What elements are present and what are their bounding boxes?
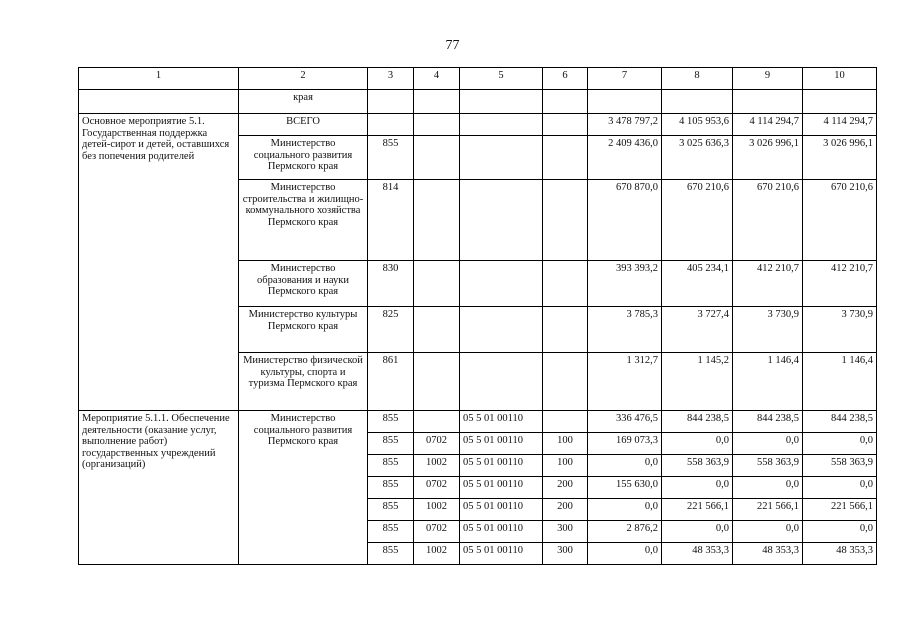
code-cell: 05 5 01 00110 (460, 477, 543, 499)
column-header: 2 (239, 68, 368, 90)
amount-cell: 221 566,1 (662, 499, 733, 521)
amount-cell: 0,0 (803, 433, 877, 455)
amount-cell: 670 210,6 (733, 180, 803, 261)
activity-description: Основное мероприятие 5.1. Государственная поддержка детей-сирот и детей, оставшихся без попечения родителей (79, 114, 239, 411)
amount-cell: 0,0 (662, 521, 733, 543)
code-cell: 05 5 01 00110 (460, 543, 543, 565)
data-cell (543, 180, 588, 261)
amount-cell: 3 025 636,3 (662, 136, 733, 180)
column-header: 7 (588, 68, 662, 90)
data-cell (543, 261, 588, 307)
code-cell: 0702 (414, 477, 460, 499)
data-cell (414, 114, 460, 136)
amount-cell: 670 210,6 (803, 180, 877, 261)
amount-cell: 2 876,2 (588, 521, 662, 543)
amount-cell: 3 727,4 (662, 307, 733, 353)
column-header: 9 (733, 68, 803, 90)
amount-cell: 558 363,9 (803, 455, 877, 477)
table-row (79, 90, 877, 114)
code-cell: 300 (543, 543, 588, 565)
code-cell: 200 (543, 499, 588, 521)
code-cell: 855 (368, 411, 414, 433)
org-cell: Министерство социального развития Пермского края (239, 411, 368, 565)
amount-cell: 48 353,3 (662, 543, 733, 565)
amount-cell: 0,0 (733, 477, 803, 499)
code-cell: 300 (543, 521, 588, 543)
column-header: 8 (662, 68, 733, 90)
org-cell: ВСЕГО (239, 114, 368, 136)
amount-cell: 844 238,5 (662, 411, 733, 433)
amount-cell: 670 870,0 (588, 180, 662, 261)
code-cell: 1002 (414, 543, 460, 565)
amount-cell: 0,0 (733, 521, 803, 543)
data-cell (733, 90, 803, 114)
amount-cell: 558 363,9 (662, 455, 733, 477)
budget-table (78, 67, 877, 565)
code-cell: 05 5 01 00110 (460, 433, 543, 455)
page-number: 77 (445, 38, 460, 53)
data-cell (368, 114, 414, 136)
code-cell: 814 (368, 180, 414, 261)
code-cell: 100 (543, 455, 588, 477)
data-cell (543, 136, 588, 180)
amount-cell: 221 566,1 (803, 499, 877, 521)
table-row (79, 411, 877, 433)
data-cell (460, 353, 543, 411)
code-cell (414, 411, 460, 433)
data-cell (414, 90, 460, 114)
data-cell (460, 90, 543, 114)
amount-cell: 670 210,6 (662, 180, 733, 261)
amount-cell: 0,0 (803, 477, 877, 499)
amount-cell: 0,0 (803, 521, 877, 543)
column-header: 6 (543, 68, 588, 90)
amount-cell: 3 026 996,1 (803, 136, 877, 180)
code-cell (543, 411, 588, 433)
data-cell (414, 353, 460, 411)
amount-cell: 393 393,2 (588, 261, 662, 307)
amount-cell: 844 238,5 (733, 411, 803, 433)
code-cell: 830 (368, 261, 414, 307)
org-cell: Министерство образования и науки Пермского края (239, 261, 368, 307)
code-cell: 825 (368, 307, 414, 353)
amount-cell: 405 234,1 (662, 261, 733, 307)
code-cell: 855 (368, 543, 414, 565)
code-cell: 861 (368, 353, 414, 411)
data-cell (414, 261, 460, 307)
data-cell (460, 180, 543, 261)
code-cell: 855 (368, 136, 414, 180)
data-cell (414, 180, 460, 261)
data-cell (460, 136, 543, 180)
amount-cell: 1 146,4 (803, 353, 877, 411)
amount-cell: 3 785,3 (588, 307, 662, 353)
code-cell: 855 (368, 455, 414, 477)
code-cell: 855 (368, 477, 414, 499)
data-cell (543, 90, 588, 114)
column-header: 10 (803, 68, 877, 90)
amount-cell: 155 630,0 (588, 477, 662, 499)
code-cell: 05 5 01 00110 (460, 411, 543, 433)
activity-description: Мероприятие 5.1.1. Обеспечение деятельности (оказание услуг, выполнение работ) государственных учреждений (организаций) (79, 411, 239, 565)
org-cell: Министерство социального развития Пермского края (239, 136, 368, 180)
amount-cell: 336 476,5 (588, 411, 662, 433)
column-header: 3 (368, 68, 414, 90)
org-cell: края (239, 90, 368, 114)
amount-cell: 3 730,9 (733, 307, 803, 353)
amount-cell: 4 105 953,6 (662, 114, 733, 136)
amount-cell: 0,0 (588, 499, 662, 521)
amount-cell: 0,0 (733, 433, 803, 455)
code-cell: 1002 (414, 499, 460, 521)
code-cell: 100 (543, 433, 588, 455)
column-header-row (79, 68, 877, 90)
code-cell: 0702 (414, 433, 460, 455)
data-cell (368, 90, 414, 114)
data-cell (803, 90, 877, 114)
amount-cell: 412 210,7 (733, 261, 803, 307)
description-cell (79, 90, 239, 114)
data-cell (460, 114, 543, 136)
org-cell: Министерство физической культуры, спорта и туризма Пермского края (239, 353, 368, 411)
amount-cell: 48 353,3 (803, 543, 877, 565)
data-cell (543, 307, 588, 353)
amount-cell: 3 026 996,1 (733, 136, 803, 180)
code-cell: 0702 (414, 521, 460, 543)
data-cell (543, 114, 588, 136)
amount-cell: 412 210,7 (803, 261, 877, 307)
data-cell (414, 307, 460, 353)
code-cell: 1002 (414, 455, 460, 477)
amount-cell: 0,0 (588, 543, 662, 565)
amount-cell: 558 363,9 (733, 455, 803, 477)
amount-cell: 3 730,9 (803, 307, 877, 353)
amount-cell: 2 409 436,0 (588, 136, 662, 180)
amount-cell: 4 114 294,7 (803, 114, 877, 136)
amount-cell: 4 114 294,7 (733, 114, 803, 136)
org-cell: Министерство строительства и жилищно-коммунального хозяйства Пермского края (239, 180, 368, 261)
data-cell (414, 136, 460, 180)
amount-cell: 48 353,3 (733, 543, 803, 565)
column-header: 5 (460, 68, 543, 90)
amount-cell: 3 478 797,2 (588, 114, 662, 136)
org-cell: Министерство культуры Пермского края (239, 307, 368, 353)
amount-cell: 1 146,4 (733, 353, 803, 411)
amount-cell: 169 073,3 (588, 433, 662, 455)
amount-cell: 221 566,1 (733, 499, 803, 521)
amount-cell: 1 312,7 (588, 353, 662, 411)
amount-cell: 844 238,5 (803, 411, 877, 433)
amount-cell: 0,0 (588, 455, 662, 477)
code-cell: 855 (368, 499, 414, 521)
code-cell: 855 (368, 521, 414, 543)
column-header: 1 (79, 68, 239, 90)
data-cell (588, 90, 662, 114)
amount-cell: 0,0 (662, 477, 733, 499)
data-cell (460, 261, 543, 307)
amount-cell: 0,0 (662, 433, 733, 455)
data-cell (662, 90, 733, 114)
amount-cell: 1 145,2 (662, 353, 733, 411)
column-header: 4 (414, 68, 460, 90)
code-cell: 05 5 01 00110 (460, 455, 543, 477)
code-cell: 05 5 01 00110 (460, 499, 543, 521)
code-cell: 855 (368, 433, 414, 455)
table-row (79, 114, 877, 136)
code-cell: 05 5 01 00110 (460, 521, 543, 543)
code-cell: 200 (543, 477, 588, 499)
data-cell (543, 353, 588, 411)
data-cell (460, 307, 543, 353)
